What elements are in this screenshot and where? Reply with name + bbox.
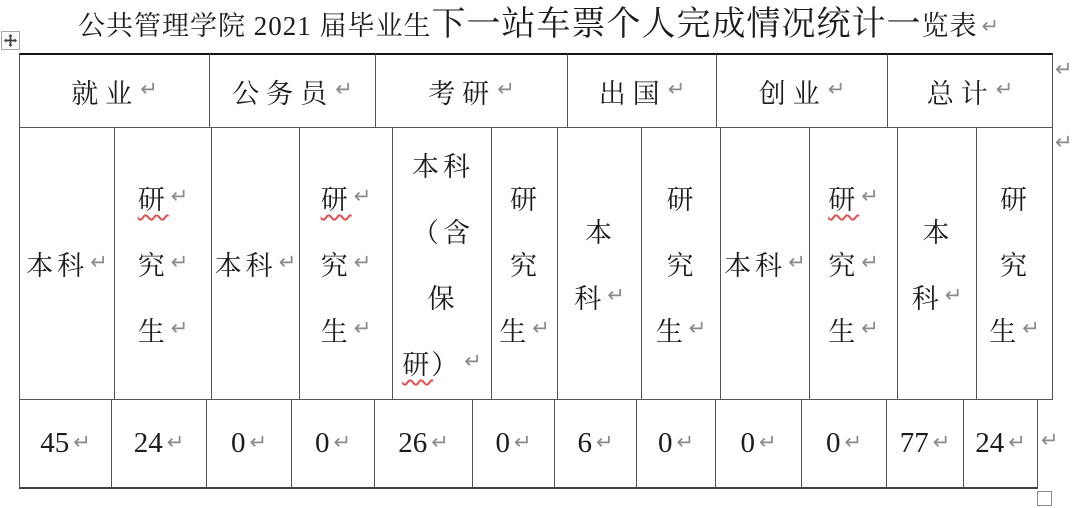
cell-line [828,165,879,231]
data-cell-1[interactable] [19,400,112,489]
header-cell-4[interactable] [568,53,717,128]
data-value: 0 [825,427,841,459]
cell-line [138,297,189,363]
data-value: 0 [657,427,673,459]
cell-line [912,264,963,330]
subheader-cell-12[interactable] [977,128,1053,400]
subheader-cell-2[interactable] [115,128,212,400]
data-cell-5[interactable] [375,400,473,489]
header-cell-3[interactable] [376,53,568,128]
line-break-mark: ↵ [513,429,532,454]
table-data-row [19,400,1038,489]
header-label: 总计 [926,78,995,109]
row-end-mark: ↵ [1041,428,1059,452]
title-emphasis: 下一站车票个人完成情况统计一 [431,6,922,43]
subheader-cell-9[interactable] [721,128,810,400]
cell-line [724,231,806,297]
line-break-mark: ↵ [861,315,879,340]
header-label: 出国 [598,78,667,109]
line-break-mark: ↵ [73,429,91,454]
cell-text: 究 [828,251,860,281]
cell-line [499,297,550,363]
cell-line [1000,231,1029,297]
subheader-cell-8[interactable] [642,128,721,400]
cell-text: 究 [320,251,352,281]
cell-line [1000,165,1029,231]
data-value: 26 [398,427,428,459]
cell-line [989,297,1040,363]
cell-text: 本科 [26,251,89,281]
cell-text: 生 [989,317,1021,347]
title-prefix: 公共管理学院 2021 届毕业生 [78,11,432,41]
cell-text: 研 [510,185,541,215]
cell-text: 生 [137,317,169,347]
data-cell-7[interactable] [555,400,637,489]
header-label: 就业 [71,78,140,109]
cell-text: 保 [427,284,459,314]
cell-line [585,198,614,264]
cell-text: 本科 [214,251,277,281]
line-break-mark: ↵ [335,77,353,101]
move-cross-icon [4,34,17,47]
line-break-mark: ↵ [861,249,879,274]
table-header-row [19,53,1053,128]
line-break-mark: ↵ [140,77,158,101]
data-value: 6 [577,427,592,459]
cell-line [667,165,696,231]
data-cell-11[interactable] [887,400,964,489]
cell-line [574,264,625,330]
line-break-mark: ↵ [1008,429,1026,454]
data-cell-4[interactable] [292,400,375,489]
table-subheader-row [19,128,1053,400]
line-break-mark: ↵ [90,249,108,274]
cell-line [321,165,372,231]
line-break-mark: ↵ [353,249,372,274]
header-label: 公务员 [232,78,335,109]
cell-line [412,198,472,264]
cell-text: （含 [412,218,474,248]
line-break-mark: ↵ [249,429,268,454]
cell-text: 本 [585,218,616,248]
data-cell-2[interactable] [112,400,207,489]
cell-line [321,297,372,363]
data-cell-6[interactable] [473,400,555,489]
line-break-mark: ↵ [944,282,963,307]
header-cell-1[interactable] [19,53,210,128]
cell-line [138,231,189,297]
misspelled-text: 研 [828,185,860,215]
header-label: 创业 [758,78,827,109]
cell-text: 研 [1000,185,1031,215]
line-break-mark: ↵ [532,315,550,340]
data-value: 24 [975,427,1005,459]
cell-text: 科 [574,284,606,314]
cell-text: 究 [510,251,541,281]
line-break-mark: ↵ [788,249,806,274]
cell-line [667,231,696,297]
line-break-mark: ↵ [1022,315,1040,340]
subheader-cell-4[interactable] [300,128,393,400]
data-value: 24 [133,427,163,459]
cell-line [510,231,539,297]
line-break-mark: ↵ [932,429,951,454]
line-break-mark: ↵ [278,249,297,274]
cell-line [828,297,879,363]
cell-line [656,297,707,363]
data-value: 0 [314,427,330,459]
cell-line [138,165,189,231]
document-title [78,0,999,52]
cell-line [923,198,952,264]
subheader-cell-11[interactable] [898,128,977,400]
row-end-mark: ↵ [1055,57,1073,81]
data-cell-12[interactable] [964,400,1038,489]
line-break-mark: ↵ [607,282,625,307]
cell-text: 究 [137,251,169,281]
cell-text: 研 [666,185,698,215]
cell-line [215,231,297,297]
data-cell-10[interactable] [802,400,887,489]
line-break-mark: ↵ [353,183,372,208]
cell-text: 生 [499,317,531,347]
cell-text: 本科 [724,251,787,281]
table-move-handle-icon[interactable] [1,31,20,50]
data-value: 77 [899,427,929,459]
cell-text: 生 [828,317,860,347]
line-break-mark: ↵ [170,315,189,340]
misspelled-text: 研 [137,185,169,215]
cell-line [402,330,482,396]
header-cell-2[interactable] [210,53,376,128]
misspelled-text: 研 [402,350,434,380]
line-break-mark: ↵ [333,429,352,454]
cell-line [828,231,879,297]
line-break-mark: ↵ [431,429,449,454]
data-value: 0 [495,427,510,459]
cell-text: ） [431,350,463,380]
subheader-cell-10[interactable] [810,128,898,400]
table-resize-handle-icon[interactable] [1037,491,1052,506]
line-break-mark: ↵ [844,429,863,454]
line-break-mark: ↵ [758,429,777,454]
misspelled-text: 研 [320,185,352,215]
line-break-mark: ↵ [861,183,879,208]
line-break-mark: ↵ [827,77,846,101]
cell-line [510,165,539,231]
line-break-mark: ↵ [464,348,482,373]
data-value: 0 [740,427,755,459]
subheader-cell-6[interactable] [492,128,558,400]
cell-text: 本 [922,218,954,248]
line-break-mark: ↵ [688,315,707,340]
line-break-mark: ↵ [667,77,686,101]
cell-line [321,231,372,297]
cell-line [26,231,108,297]
subheader-cell-5[interactable] [393,128,492,400]
data-cell-8[interactable] [637,400,716,489]
subheader-cell-1[interactable] [19,128,115,400]
line-break-mark: ↵ [170,249,189,274]
cell-text: 科 [911,284,943,314]
header-label: 考研 [428,78,497,109]
line-break-mark: ↵ [676,429,695,454]
data-cell-3[interactable] [207,400,292,489]
row-end-mark: ↵ [1055,130,1073,154]
title-line-break-mark: ↵ [981,14,1000,38]
cell-text: 本科 [412,152,474,182]
subheader-cell-3[interactable] [212,128,300,400]
line-break-mark: ↵ [497,77,515,101]
line-break-mark: ↵ [170,183,189,208]
header-cell-6[interactable] [888,53,1053,128]
cell-line [412,132,472,198]
data-value: 45 [40,427,70,459]
cell-text: 究 [1000,251,1031,281]
line-break-mark: ↵ [166,429,185,454]
header-cell-5[interactable] [717,53,888,128]
subheader-cell-7[interactable] [558,128,642,400]
line-break-mark: ↵ [353,315,372,340]
line-break-mark: ↵ [595,429,614,454]
line-break-mark: ↵ [995,77,1014,101]
cell-line [428,264,457,330]
cell-text: 生 [320,317,352,347]
cell-text: 生 [655,317,687,347]
title-suffix: 览表 [921,11,978,41]
data-cell-9[interactable] [716,400,802,489]
data-value: 0 [230,427,246,459]
cell-text: 究 [666,251,698,281]
